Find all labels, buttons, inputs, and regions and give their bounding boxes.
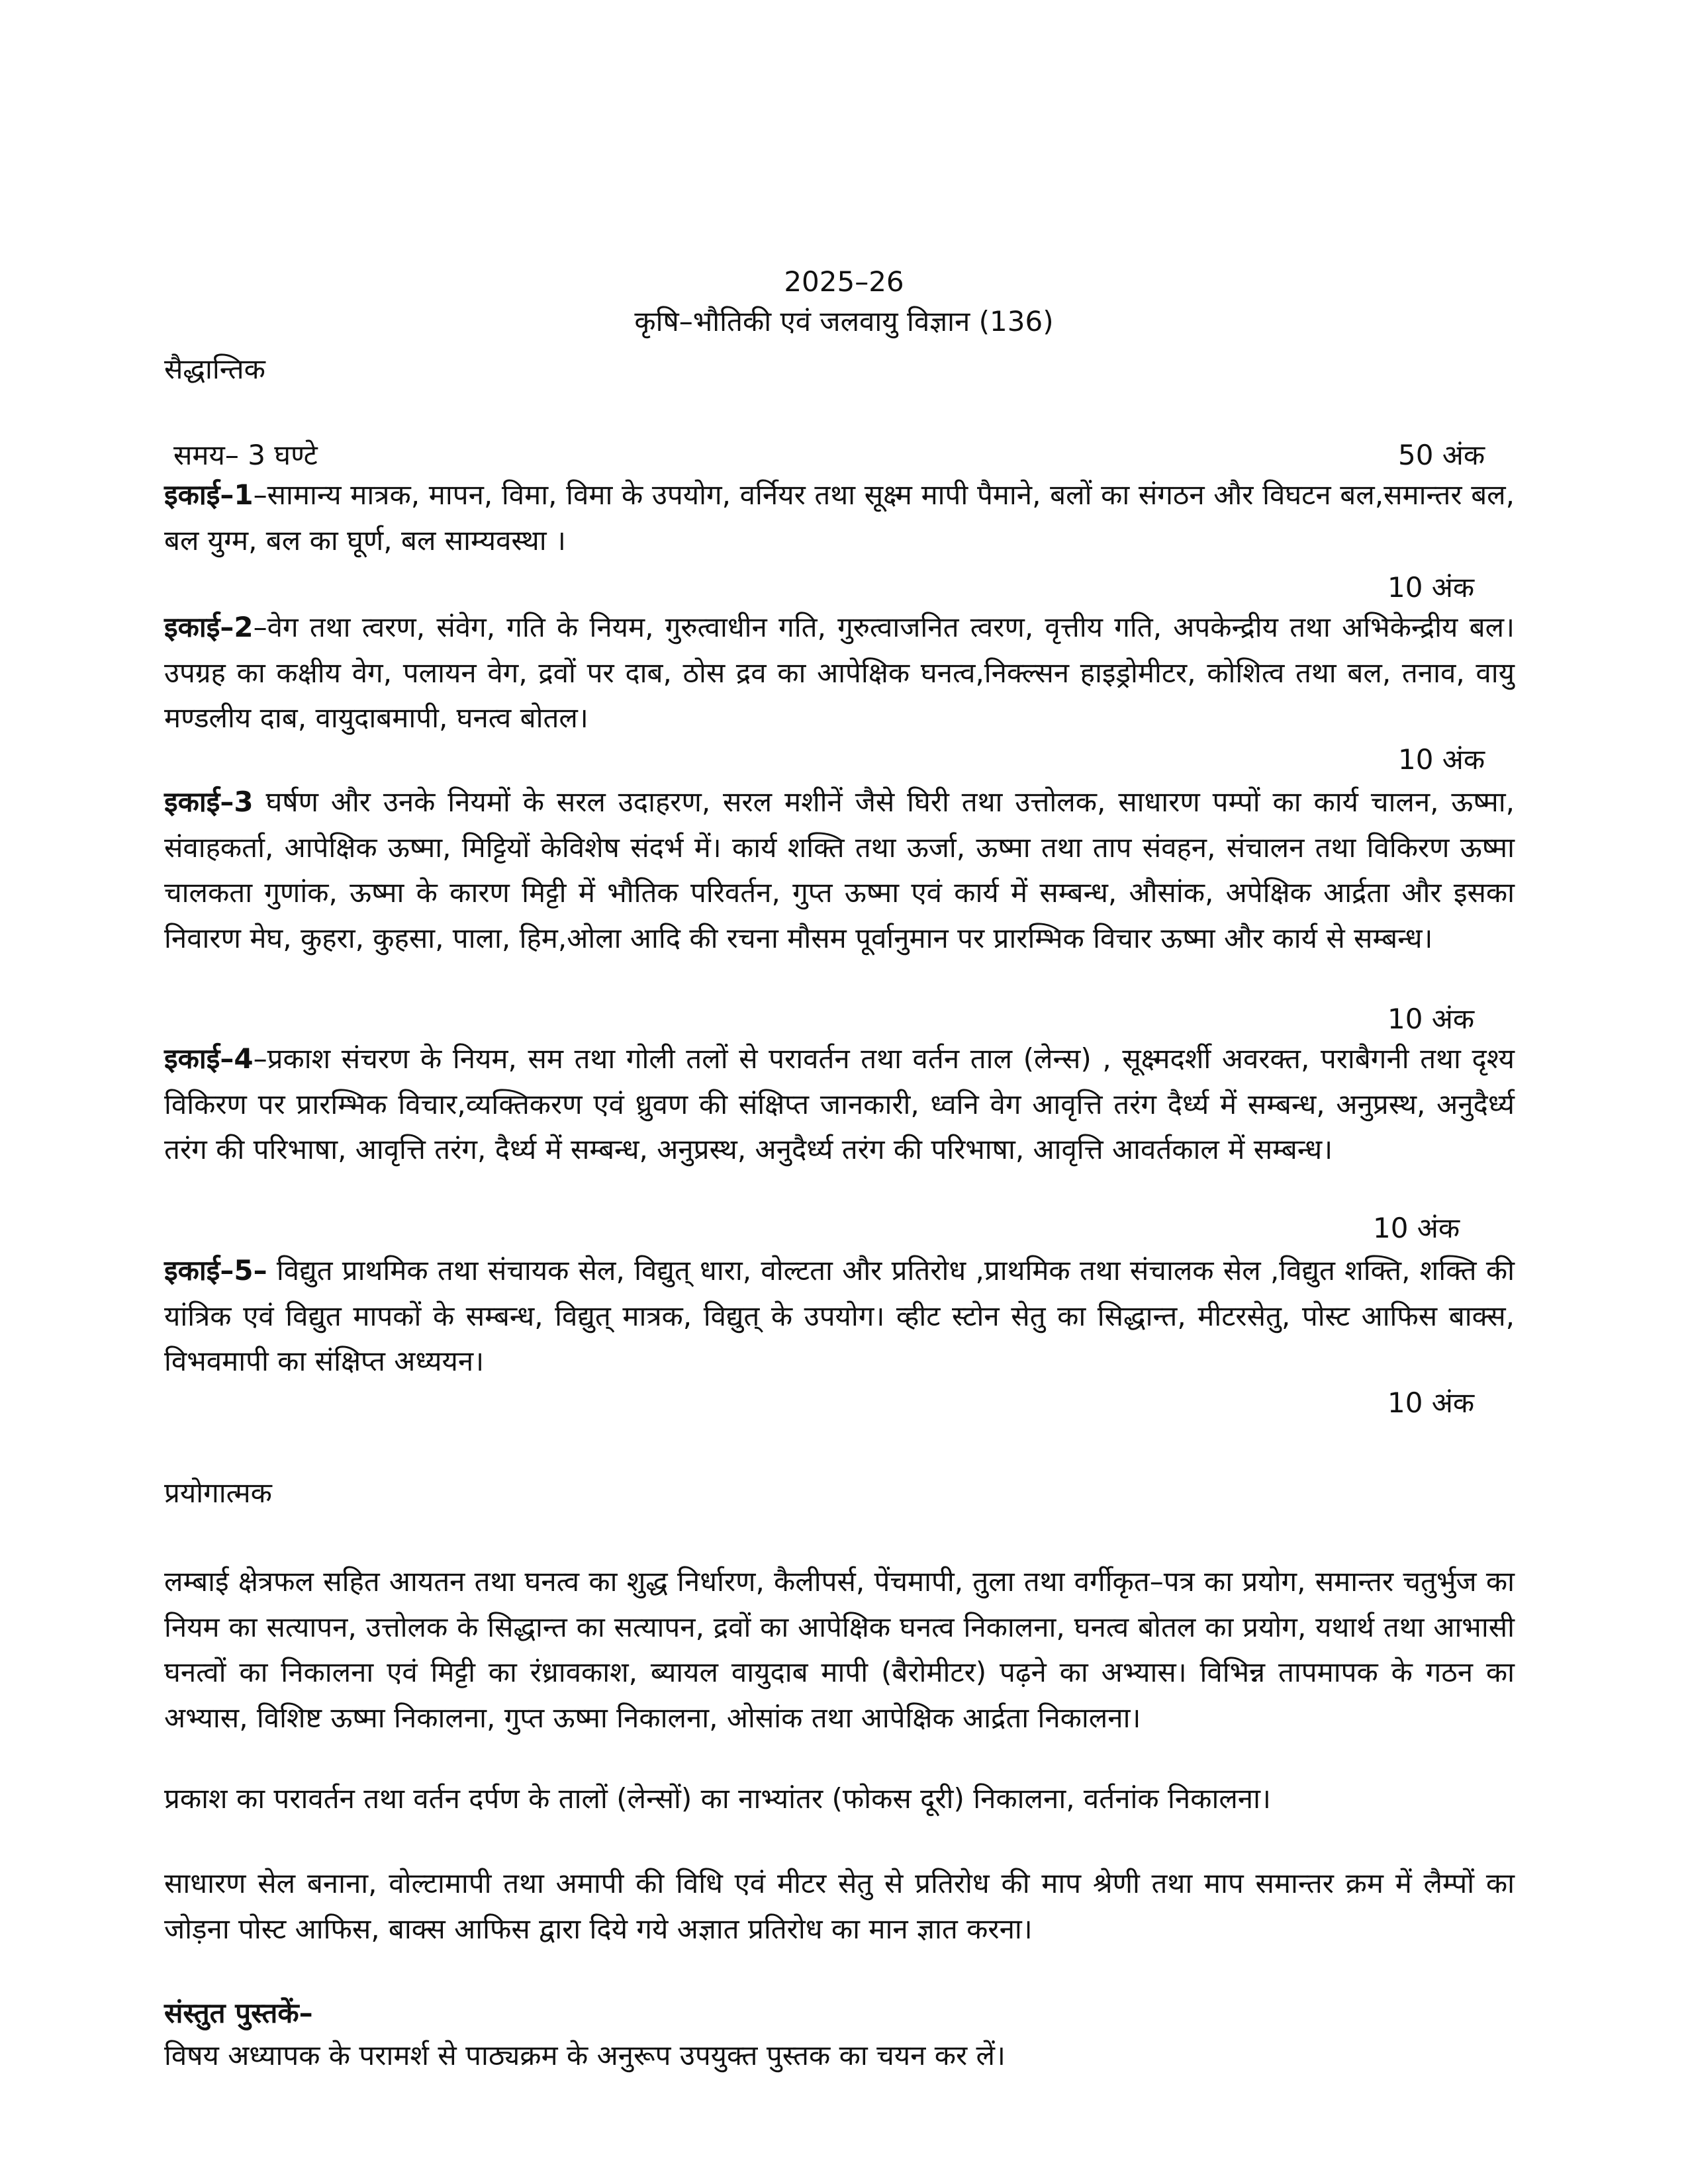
unit-5-text: विद्युत प्राथमिक तथा संचायक सेल, विद्युत् धारा, वोल्टता और प्रतिरोध ,प्राथमिक तथा संचालक सेल ,विद्युत शक्ति, शक्ति की यांत्रिक एवं विद्युत मापकों के सम्बन्ध, विद्युत् मात्रक, विद्युत् के उपयोग। व्हीट स्टोन सेतु का सिद्धान्त, मीटरसेतु, पोस्ट आफिस बाक्स, विभवमापी का संक्षिप्त अध्ययन। [164,1254,1515,1377]
books-text: विषय अध्यापक के परामर्श से पाठ्यक्रम के अनुरूप उपयुक्त पुस्तक का चयन कर लें। [164,2039,1006,2071]
unit-5-label: इकाई–5– [164,1254,267,1287]
practical-paragraph-1: लम्बाई क्षेत्रफल सहित आयतन तथा घनत्व का शुद्ध निर्धारण, कैलीपर्स, पेंचमापी, तुला तथा वर्गीकृत–पत्र का प्रयोग, समान्तर चतुर्भुज का नियम का सत्यापन, उत्तोलक के सिद्धान्त का सत्यापन, द्रवों का आपेक्षिक घनत्व निकालना, घनत्व बोतल का प्रयोग, यथार्थ तथा आभासी घनत्वों का निकालना एवं मिट्टी का रंध्रावकाश, ब्यायल वायुदाब मापी (बैरोमीटर) पढ़ने का अभ्यास। विभिन्न तापमापक के गठन का अभ्यास, विशिष्ट ऊष्मा निकालना, गुप्त ऊष्मा निकालना, ओसांक तथा आपेक्षिक आर्द्रता निकालना। [164,1565,1515,1734]
unit-1-label: इकाई–1 [164,478,254,511]
practical-paragraph-2: प्रकाश का परावर्तन तथा वर्तन दर्पण के तालों (लेन्सों) का नाभ्यांतर (फोकस दूरी) निकालना, वर्तनांक निकालना। [164,1782,1271,1815]
unit-4 [164,1036,1515,1173]
unit-3 [164,780,1515,961]
theory-heading: सैद्धान्तिक [164,353,265,385]
total-marks: 50 अंक [1398,439,1485,471]
unit-1-marks: 10 अंक [1387,571,1475,604]
practical-paragraph-3: साधारण सेल बनाना, वोल्टामापी तथा अमापी की विधि एवं मीटर सेतु से प्रतिरोध की माप श्रेणी तथा माप समान्तर क्रम में लैम्पों का जोड़ना पोस्ट आफिस, बाक्स आफिस द्वारा दिये गये अज्ञात प्रतिरोध का मान ज्ञात करना। [164,1867,1515,1945]
unit-3-text: घर्षण और उनके नियमों के सरल उदाहरण, सरल मशीनें जैसे घिरी तथा उत्तोलक, साधारण पम्पों का कार्य चालन, ऊष्मा, संवाहकर्ता, आपेक्षिक ऊष्मा, मिट्टियों केविशेष संदर्भ में। कार्य शक्ति तथा ऊर्जा, ऊष्मा तथा ताप संवहन, संचालन तथा विकिरण ऊष्मा चालकता गुणांक, ऊष्मा के कारण मिट्टी में भौतिक परिवर्तन, गुप्त ऊष्मा एवं कार्य में सम्बन्ध, औसांक, अपेक्षिक आर्द्रता और इसका निवारण मेघ, कुहरा, कुहसा, पाला, हिम,ओला आदि की रचना मौसम पूर्वानुमान पर प्रारम्भिक विचार ऊष्मा और कार्य से सम्बन्ध। [164,786,1515,954]
unit-4-marks: 10 अंक [1373,1212,1460,1244]
unit-4-text: –प्रकाश संचरण के नियम, सम तथा गोली तलों से परावर्तन तथा वर्तन ताल (लेन्स) , सूक्ष्मदर्शी अवरक्त, पराबैगनी तथा दृश्य विकिरण पर प्रारम्भिक विचार,व्यक्तिकरण एवं ध्रुवण की संक्षिप्त जानकारी, ध्वनि वेग आवृत्ति तरंग दैर्ध्य में सम्बन्ध, अनुप्रस्थ, अनुदैर्ध्य तरंग की परिभाषा, आवृत्ति तरंग, दैर्ध्य में सम्बन्ध, अनुप्रस्थ, अनुदैर्ध्य तरंग की परिभाषा, आवृत्ति आवर्तकाल में सम्बन्ध। [164,1042,1515,1165]
unit-2 [164,605,1515,741]
books-heading: संस्तुत पुस्तकें– [164,1997,313,2029]
unit-4-label: इकाई–4 [164,1042,254,1075]
unit-3-marks: 10 अंक [1387,1003,1475,1035]
unit-2-marks: 10 अंक [1398,743,1485,776]
unit-2-label: इकाई–2 [164,611,254,643]
unit-5 [164,1248,1515,1385]
unit-3-label: इकाई–3 [164,786,254,818]
unit-2-text: –वेग तथा त्वरण, संवेग, गति के नियम, गुरुत्वाधीन गति, गुरुत्वाजनित त्वरण, वृत्तीय गति, अपकेन्द्रीय तथा अभिकेन्द्रीय बल। उपग्रह का कक्षीय वेग, पलायन वेग, द्रवों पर दाब, ठोस द्रव का आपेक्षिक घनत्व,निक्ल्सन हाइड्रोमीटर, कोशित्व तथा बल, तनाव, वायु मण्डलीय दाब, वायुदाबमापी, घनत्व बोतल। [164,611,1515,734]
unit-1-text: –सामान्य मात्रक, मापन, विमा, विमा के उपयोग, वर्नियर तथा सूक्ष्म मापी पैमाने, बलों का संगठन और विघटन बल,समान्तर बल, बल युग्म, बल का घूर्ण, बल साम्यवस्था । [164,478,1515,557]
exam-time: समय– 3 घण्टे [173,439,318,471]
subject-title: कृषि–भौतिकी एवं जलवायु विज्ञान (136) [634,305,1054,338]
practical-heading: प्रयोगात्मक [164,1477,272,1509]
unit-1 [164,473,1515,563]
unit-5-marks: 10 अंक [1387,1387,1475,1419]
session-year: 2025–26 [784,265,904,298]
